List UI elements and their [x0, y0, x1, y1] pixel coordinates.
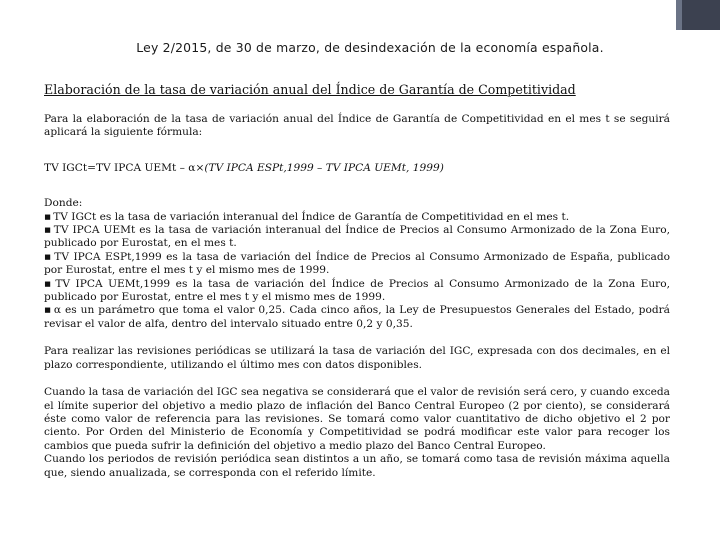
- revisiones-paragraph: Para realizar las revisiones periódicas se utilizará la tasa de variación del IGC, expresada con dos decimales, en el plazo correspondiente, utilizando el último mes con datos disponibles.: [44, 345, 670, 371]
- definition-item: ▪ TV IPCA ESPt,1999 es la tasa de variación del Índice de Precios al Consumo Armonizado de España, publicado por Eurostat, entre el mes t y el mismo mes de 1999.: [44, 251, 670, 278]
- top-bar: [0, 0, 720, 30]
- definition-item: ▪ TV IGCt es la tasa de variación interanual del Índice de Garantía de Competitividad en el mes t.: [44, 211, 670, 224]
- top-bar-dark-block: [682, 0, 720, 30]
- formula: [44, 162, 670, 175]
- definition-item: ▪ α es un parámetro que toma el valor 0,25. Cada cinco años, la Ley de Presupuestos Generales del Estado, podrá revisar el valor de alfa, dentro del intervalo situado entre 0,2 y 0,35.: [44, 304, 670, 331]
- periodos-paragraph: Cuando los periodos de revisión periódica sean distintos a un año, se tomará como tasa de revisión máxima aquella que, siendo anualizada, se corresponda con el referido límite.: [44, 453, 670, 479]
- section-heading: Elaboración de la tasa de variación anual del Índice de Garantía de Competitividad: [44, 82, 576, 97]
- top-bar-fill: [0, 0, 676, 30]
- formula-rhs: (TV IPCA ESPt,1999 – TV IPCA UEMt, 1999): [204, 161, 444, 174]
- document-body: [44, 113, 670, 480]
- intro-paragraph: Para la elaboración de la tasa de variación anual del Índice de Garantía de Competitividad en el mes t se seguirá aplicará la siguiente fórmula:: [44, 113, 670, 139]
- negativa-paragraph: Cuando la tasa de variación del IGC sea negativa se considerará que el valor de revisión será cero, y cuando exceda el límite superior del objetivo a medio plazo de inflación del Banco Central Europeo (2 por ciento), se considerará éste como valor de referencia para las revisiones. Se tomará como valor cuantitativo de dicho objetivo el 2 por ciento. Por Orden del Ministerio de Economía y Competitividad se podrá modificar este valor para recoger los cambios que pueda sufrir la definición del objetivo a medio plazo del Banco Central Europeo.: [44, 386, 670, 452]
- definition-item: ▪ TV IPCA UEMt,1999 es la tasa de variación del Índice de Precios al Consumo Armonizado de la Zona Euro, publicado por Eurostat, entre el mes t y el mismo mes de 1999.: [44, 278, 670, 305]
- document-header-title: Ley 2/2015, de 30 de marzo, de desindexación de la economía española.: [136, 40, 604, 55]
- formula-lhs: TV IGCt=TV IPCA UEMt – α×: [44, 161, 205, 174]
- donde-label: Donde:: [44, 197, 83, 210]
- definition-item: ▪ TV IPCA UEMt es la tasa de variación interanual del Índice de Precios al Consumo Armonizado de la Zona Euro, publicado por Eurostat, en el mes t.: [44, 224, 670, 251]
